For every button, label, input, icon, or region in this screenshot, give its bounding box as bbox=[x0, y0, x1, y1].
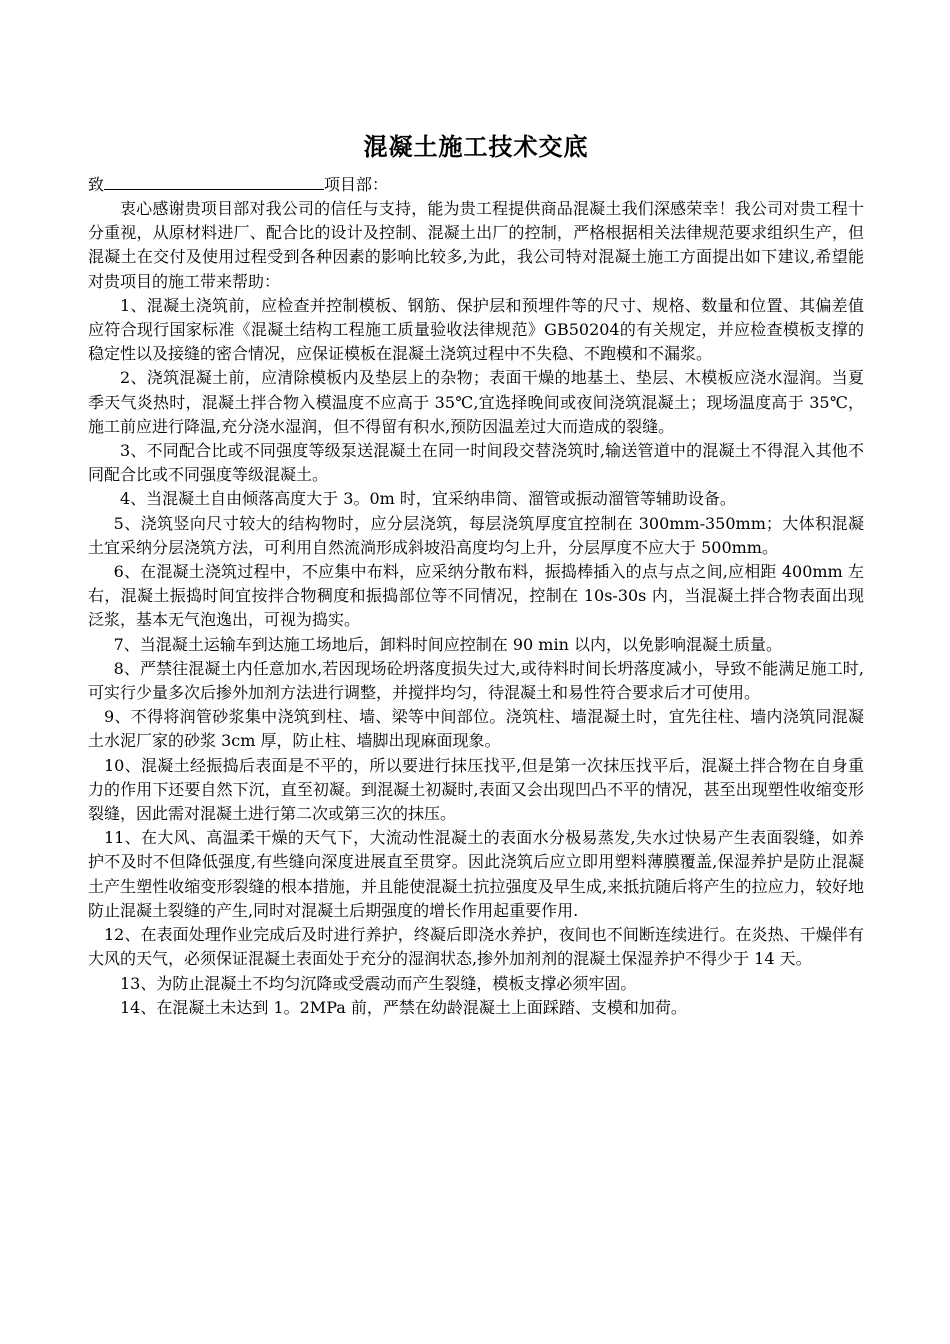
item-8: 8、严禁往混凝土内任意加水,若因现场砼坍落度损失过大,或待料时间长坍落度减小，导致不能满足施工时,可实行少量多次后掺外加剂方法进行调整，并搅拌均匀，待混凝土和易性符合要求后才可使用。 bbox=[88, 658, 864, 703]
document-title: 混凝土施工技术交底 bbox=[363, 133, 589, 161]
item-10: 10、混凝土经振捣后表面是不平的，所以要进行抹压找平,但是第一次抹压找平后，混凝土拌合物在自身重力的作用下还要自然下沉，直至初凝。到混凝土初凝时,表面又会出现凹凸不平的情况，甚至出现塑性收缩变形裂缝，因此需对混凝土进行第二次或第三次的抹压。 bbox=[88, 755, 864, 824]
item-11: 11、在大风、高温柔干燥的天气下，大流动性混凝土的表面水分极易蒸发,失水过快易产生表面裂缝，如养护不及时不但降低强度,有些缝向深度进展直至贯穿。因此浇筑后应立即用塑料薄膜覆盖,保湿养护是防止混凝土产生塑性收缩变形裂缝的根本措施，并且能使混凝土抗拉强度及早生成,来抵抗随后将产生的拉应力，较好地防止混凝土裂缝的产生,同时对混凝土后期强度的增长作用起重要作用. bbox=[88, 828, 864, 920]
addressee-line bbox=[88, 172, 864, 197]
intro-paragraph: 衷心感谢贵项目部对我公司的信任与支持，能为贵工程提供商品混凝土我们深感荣幸！我公司对贵工程十分重视，从原材料进厂、配合比的设计及控制、混凝土出厂的控制，严格根据相关法律规范要求组织生产，但混凝土在交付及使用过程受到各种因素的影响比较多,为此，我公司特对混凝土施工方面提出如下建议,希望能对贵项目的施工带来帮助： bbox=[88, 199, 864, 291]
item-9: 9、不得将润管砂浆集中浇筑到柱、墙、梁等中间部位。浇筑柱、墙混凝土时，宜先往柱、墙内浇筑同混凝土水泥厂家的砂浆 3cm 厚，防止柱、墙脚出现麻面现象。 bbox=[88, 707, 864, 751]
addressee-prefix: 致 bbox=[88, 175, 105, 194]
item-5: 5、浇筑竖向尺寸较大的结构物时，应分层浇筑，每层浇筑厚度宜控制在 300mm-350mm；大体积混凝土宜采纳分层浇筑方法，可利用自然流淌形成斜坡沿高度均匀上升，分层厚度不应大于 500mm。 bbox=[88, 513, 864, 557]
document-page bbox=[88, 130, 864, 1020]
item-2: 2、浇筑混凝土前，应清除模板内及垫层上的杂物；表面干燥的地基土、垫层、木模板应浇水湿润。当夏季天气炎热时，混凝土拌合物入模温度不应高于 35℃,宜选择晚间或夜间浇筑混凝土；现场温度高于 35℃，施工前应进行降温,充分浇水湿润，但不得留有积水,预防因温差过大而造成的裂缝。 bbox=[88, 368, 864, 436]
item-1: 1、混凝土浇筑前，应检查并控制模板、钢筋、保护层和预埋件等的尺寸、规格、数量和位置、其偏差值应符合现行国家标准《混凝土结构工程施工质量验收法律规范》GB50204的有关规定，并应检查模板支撑的稳定性以及接缝的密合情况，应保证模板在混凝土浇筑过程中不失稳、不跑模和不漏浆。 bbox=[88, 295, 864, 364]
addressee-blank bbox=[104, 172, 324, 190]
item-4: 4、当混凝土自由倾落高度大于 3。0m 时，宜采纳串筒、溜管或振动溜管等辅助设备。 bbox=[120, 489, 736, 509]
item-6: 6、在混凝土浇筑过程中，不应集中布料，应采纳分散布料，振捣棒插入的点与点之间,应相距 400mm 左右，混凝土振捣时间宜按拌合物稠度和振捣部位等不同情况，控制在 10s-30s 内，当混凝土拌合物表面出现泛浆，基本无气泡逸出，可视为捣实。 bbox=[88, 562, 864, 630]
item-3: 3、不同配合比或不同强度等级泵送混凝土在同一时间段交替浇筑时,输送管道中的混凝土不得混入其他不同配合比或不同强度等级混凝土。 bbox=[88, 441, 864, 485]
item-13: 13、为防止混凝土不均匀沉降或受震动而产生裂缝，模板支撑必须牢固。 bbox=[120, 973, 637, 993]
item-14: 14、在混凝土未达到 1。2MPa 前，严禁在幼龄混凝土上面踩踏、支模和加荷。 bbox=[120, 997, 687, 1017]
addressee-suffix: 项目部： bbox=[324, 175, 389, 194]
item-12: 12、在表面处理作业完成后及时进行养护，终凝后即浇水养护，夜间也不间断连续进行。在炎热、干燥伴有大风的天气，必须保证混凝土表面处于充分的湿润状态,掺外加剂剂的混凝土保湿养护不得少于 14 天。 bbox=[88, 925, 864, 969]
item-7: 7、当混凝土运输车到达施工场地后，卸料时间应控制在 90 min 以内，以免影响混凝土质量。 bbox=[113, 634, 782, 654]
